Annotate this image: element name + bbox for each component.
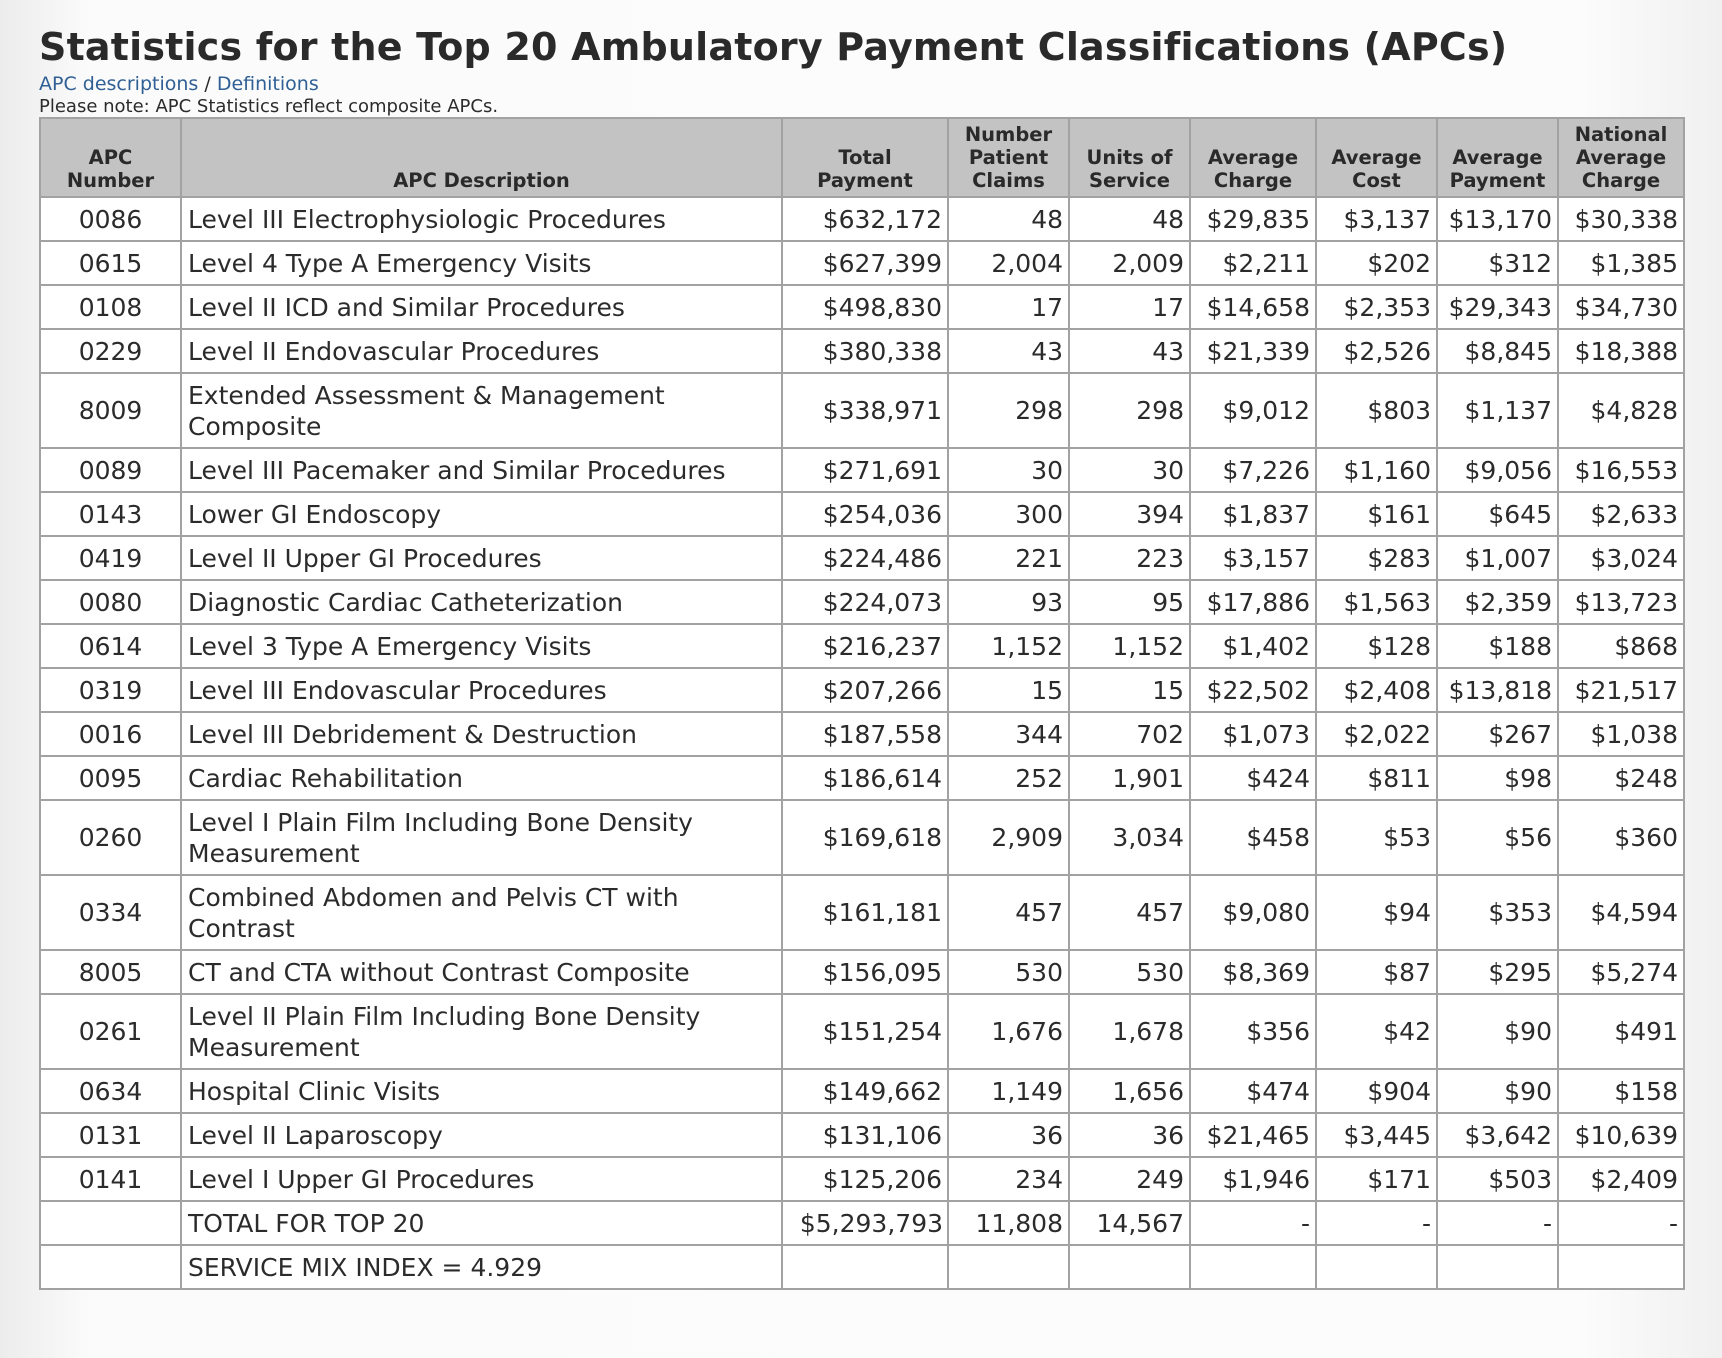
header-line: APC Description: [393, 169, 570, 192]
apc-number-cell: 0016: [40, 712, 181, 756]
header-line: National: [1574, 123, 1668, 146]
composite-note: Please note: APC Statistics reflect composite APCs.: [39, 96, 499, 117]
total-payment-cell: $271,691: [782, 448, 948, 492]
apc-number-cell: 0086: [40, 197, 181, 241]
national-average-charge-cell: $2,633: [1558, 492, 1684, 536]
patient-claims-cell: 298: [948, 373, 1069, 448]
total-payment-cell: $161,181: [782, 875, 948, 950]
apc-description-cell: Level II Endovascular Procedures: [181, 329, 782, 373]
average-cost-cell: $3,445: [1316, 1113, 1437, 1157]
patient-claims-cell: 43: [948, 329, 1069, 373]
average-cost-cell: $904: [1316, 1069, 1437, 1113]
link-separator: /: [204, 73, 211, 95]
average-charge-cell: $21,339: [1190, 329, 1316, 373]
empty-cell: [1437, 1245, 1558, 1289]
national-average-charge-cell: $868: [1558, 624, 1684, 668]
apc-description-cell: Level 4 Type A Emergency Visits: [181, 241, 782, 285]
definitions-link[interactable]: Definitions: [216, 73, 319, 95]
total-payment-cell: $338,971: [782, 373, 948, 448]
national-average-charge-cell: $158: [1558, 1069, 1684, 1113]
total-empty-cell: [40, 1201, 181, 1245]
apc-number-cell: 0095: [40, 756, 181, 800]
table-row: [40, 950, 1684, 994]
units-of-service-cell: 15: [1069, 668, 1190, 712]
average-charge-cell: $21,465: [1190, 1113, 1316, 1157]
average-payment-cell: $9,056: [1437, 448, 1558, 492]
total-payment-cell: $498,830: [782, 285, 948, 329]
national-average-charge-cell: $5,274: [1558, 950, 1684, 994]
average-payment-cell: $1,137: [1437, 373, 1558, 448]
total-payment-cell: $207,266: [782, 668, 948, 712]
patient-claims-cell: 17: [948, 285, 1069, 329]
page-container: [39, 22, 1683, 1290]
apc-number-cell: 0108: [40, 285, 181, 329]
patient-claims-header: [948, 118, 1069, 197]
national-average-charge-cell: $3,024: [1558, 536, 1684, 580]
total-row: [40, 1201, 1684, 1245]
apc-description-cell: Level I Plain Film Including Bone Density Measurement: [181, 800, 782, 875]
patient-claims-cell: 1,676: [948, 994, 1069, 1069]
patient-claims-cell: 300: [948, 492, 1069, 536]
national-average-charge-cell: $4,594: [1558, 875, 1684, 950]
average-payment-cell: $13,818: [1437, 668, 1558, 712]
apc-description-cell: Cardiac Rehabilitation: [181, 756, 782, 800]
apc-description-cell: Diagnostic Cardiac Catheterization: [181, 580, 782, 624]
apc-description-cell: Level III Endovascular Procedures: [181, 668, 782, 712]
units-of-service-header: [1069, 118, 1190, 197]
table-row: [40, 448, 1684, 492]
units-of-service-cell: 249: [1069, 1157, 1190, 1201]
apc-number-cell: 8005: [40, 950, 181, 994]
average-cost-cell: $283: [1316, 536, 1437, 580]
average-cost-cell: $2,022: [1316, 712, 1437, 756]
patient-claims-cell: 30: [948, 448, 1069, 492]
table-row: [40, 1113, 1684, 1157]
header-line: Patient: [968, 146, 1049, 169]
apc-number-cell: 0614: [40, 624, 181, 668]
apc-description-cell: CT and CTA without Contrast Composite: [181, 950, 782, 994]
national-average-charge-cell: $1,385: [1558, 241, 1684, 285]
table-row: [40, 712, 1684, 756]
apc-number-cell: 0131: [40, 1113, 181, 1157]
apc-description-cell: Level III Debridement & Destruction: [181, 712, 782, 756]
average-cost-cell: $1,563: [1316, 580, 1437, 624]
patient-claims-cell: 1,149: [948, 1069, 1069, 1113]
table-row: [40, 624, 1684, 668]
average-cost-cell: $2,353: [1316, 285, 1437, 329]
national-average-charge-cell: $30,338: [1558, 197, 1684, 241]
apc-number-cell: 0143: [40, 492, 181, 536]
table-row: [40, 756, 1684, 800]
header-line: Units of: [1086, 146, 1173, 169]
patient-claims-total: 11,808: [948, 1201, 1069, 1245]
table-row: [40, 492, 1684, 536]
total-payment-cell: $627,399: [782, 241, 948, 285]
units-of-service-cell: 17: [1069, 285, 1190, 329]
table-row: [40, 580, 1684, 624]
average-payment-cell: $56: [1437, 800, 1558, 875]
average-charge-cell: $22,502: [1190, 668, 1316, 712]
apc-number-cell: 0089: [40, 448, 181, 492]
apc-descriptions-link[interactable]: APC descriptions: [39, 73, 199, 95]
average-charge-cell: $474: [1190, 1069, 1316, 1113]
patient-claims-cell: 36: [948, 1113, 1069, 1157]
average-charge-cell: $7,226: [1190, 448, 1316, 492]
average-cost-cell: $171: [1316, 1157, 1437, 1201]
apc-description-cell: Combined Abdomen and Pelvis CT with Contrast: [181, 875, 782, 950]
average-cost-cell: $2,526: [1316, 329, 1437, 373]
units-of-service-cell: 36: [1069, 1113, 1190, 1157]
units-of-service-cell: 702: [1069, 712, 1190, 756]
patient-claims-cell: 344: [948, 712, 1069, 756]
national-average-charge-cell: $360: [1558, 800, 1684, 875]
service-mix-index-row: [40, 1245, 1684, 1289]
total-payment-total: $5,293,793: [782, 1201, 948, 1245]
apc-description-cell: Extended Assessment & Management Composite: [181, 373, 782, 448]
header-line: Average: [1452, 146, 1543, 169]
table-row: [40, 994, 1684, 1069]
header-line: APC: [88, 146, 133, 169]
apc-description-cell: Level II Laparoscopy: [181, 1113, 782, 1157]
average-payment-cell: $312: [1437, 241, 1558, 285]
units-of-service-cell: 457: [1069, 875, 1190, 950]
average-charge-cell: $1,946: [1190, 1157, 1316, 1201]
total-payment-cell: $380,338: [782, 329, 948, 373]
average-payment-cell: $2,359: [1437, 580, 1558, 624]
average-cost-cell: $53: [1316, 800, 1437, 875]
apc-description-cell: Level II Plain Film Including Bone Density Measurement: [181, 994, 782, 1069]
national-average-charge-cell: $34,730: [1558, 285, 1684, 329]
header-line: Charge: [1581, 169, 1661, 192]
average-cost-cell: $1,160: [1316, 448, 1437, 492]
header-line: Average: [1575, 146, 1667, 169]
apc-statistics-table: [39, 117, 1685, 1290]
apc-number-cell: 8009: [40, 373, 181, 448]
average-charge-cell: $1,402: [1190, 624, 1316, 668]
units-of-service-cell: 1,901: [1069, 756, 1190, 800]
average-payment-cell: $90: [1437, 1069, 1558, 1113]
average-payment-header: [1437, 118, 1558, 197]
patient-claims-cell: 221: [948, 536, 1069, 580]
total-payment-cell: $125,206: [782, 1157, 948, 1201]
total-payment-cell: $632,172: [782, 197, 948, 241]
empty-cell: [1069, 1245, 1190, 1289]
total-payment-cell: $156,095: [782, 950, 948, 994]
patient-claims-cell: 48: [948, 197, 1069, 241]
average-charge-cell: $356: [1190, 994, 1316, 1069]
average-charge-cell: $1,073: [1190, 712, 1316, 756]
average-charge-cell: $2,211: [1190, 241, 1316, 285]
average-charge-cell: $14,658: [1190, 285, 1316, 329]
header-line: Charge: [1213, 169, 1293, 192]
table-row: [40, 1069, 1684, 1113]
average-cost-total: -: [1316, 1201, 1437, 1245]
apc-number-header: [40, 118, 181, 197]
average-cost-cell: $161: [1316, 492, 1437, 536]
units-of-service-cell: 43: [1069, 329, 1190, 373]
national-average-charge-cell: $248: [1558, 756, 1684, 800]
units-of-service-cell: 2,009: [1069, 241, 1190, 285]
total-label: TOTAL FOR TOP 20: [181, 1201, 782, 1245]
average-charge-cell: $9,080: [1190, 875, 1316, 950]
patient-claims-cell: 1,152: [948, 624, 1069, 668]
average-charge-cell: $17,886: [1190, 580, 1316, 624]
table-row: [40, 536, 1684, 580]
units-of-service-cell: 530: [1069, 950, 1190, 994]
average-cost-cell: $803: [1316, 373, 1437, 448]
units-of-service-cell: 394: [1069, 492, 1190, 536]
empty-cell: [1190, 1245, 1316, 1289]
national-average-charge-cell: $10,639: [1558, 1113, 1684, 1157]
total-payment-cell: $254,036: [782, 492, 948, 536]
national-average-charge-header: [1558, 118, 1684, 197]
average-charge-cell: $29,835: [1190, 197, 1316, 241]
total-payment-cell: $216,237: [782, 624, 948, 668]
page-title: Statistics for the Top 20 Ambulatory Payment Classifications (APCs): [39, 25, 1508, 69]
apc-description-cell: Level III Electrophysiologic Procedures: [181, 197, 782, 241]
average-payment-cell: $188: [1437, 624, 1558, 668]
apc-description-cell: Lower GI Endoscopy: [181, 492, 782, 536]
units-of-service-total: 14,567: [1069, 1201, 1190, 1245]
total-payment-cell: $224,073: [782, 580, 948, 624]
average-cost-cell: $3,137: [1316, 197, 1437, 241]
average-payment-cell: $3,642: [1437, 1113, 1558, 1157]
patient-claims-cell: 530: [948, 950, 1069, 994]
patient-claims-cell: 234: [948, 1157, 1069, 1201]
average-payment-cell: $295: [1437, 950, 1558, 994]
apc-number-cell: 0419: [40, 536, 181, 580]
table-row: [40, 800, 1684, 875]
table-row: [40, 197, 1684, 241]
average-cost-cell: $811: [1316, 756, 1437, 800]
units-of-service-cell: 1,678: [1069, 994, 1190, 1069]
apc-number-cell: 0334: [40, 875, 181, 950]
total-payment-cell: $131,106: [782, 1113, 948, 1157]
patient-claims-cell: 457: [948, 875, 1069, 950]
national-average-charge-total: -: [1558, 1201, 1684, 1245]
patient-claims-cell: 2,004: [948, 241, 1069, 285]
national-average-charge-cell: $18,388: [1558, 329, 1684, 373]
average-payment-cell: $90: [1437, 994, 1558, 1069]
apc-number-cell: 0261: [40, 994, 181, 1069]
apc-description-cell: Level 3 Type A Emergency Visits: [181, 624, 782, 668]
patient-claims-cell: 252: [948, 756, 1069, 800]
apc-description-cell: Level III Pacemaker and Similar Procedures: [181, 448, 782, 492]
header-line: Payment: [1449, 169, 1546, 192]
apc-description-cell: Hospital Clinic Visits: [181, 1069, 782, 1113]
national-average-charge-cell: $491: [1558, 994, 1684, 1069]
average-charge-total: -: [1190, 1201, 1316, 1245]
header-line: Number: [964, 123, 1053, 146]
average-cost-cell: $87: [1316, 950, 1437, 994]
table-row: [40, 373, 1684, 448]
apc-number-cell: 0615: [40, 241, 181, 285]
apc-description-cell: Level II ICD and Similar Procedures: [181, 285, 782, 329]
table-row: [40, 1157, 1684, 1201]
average-cost-cell: $42: [1316, 994, 1437, 1069]
table-row: [40, 875, 1684, 950]
apc-number-cell: 0260: [40, 800, 181, 875]
empty-cell: [40, 1245, 181, 1289]
average-charge-header: [1190, 118, 1316, 197]
units-of-service-cell: 48: [1069, 197, 1190, 241]
header-line: Service: [1088, 169, 1171, 192]
units-of-service-cell: 95: [1069, 580, 1190, 624]
average-payment-cell: $267: [1437, 712, 1558, 756]
header-line: Payment: [817, 169, 913, 192]
empty-cell: [1558, 1245, 1684, 1289]
header-line: Average: [1331, 146, 1422, 169]
apc-number-cell: 0229: [40, 329, 181, 373]
empty-cell: [782, 1245, 948, 1289]
average-charge-cell: $8,369: [1190, 950, 1316, 994]
apc-number-cell: 0634: [40, 1069, 181, 1113]
header-line: Total: [838, 146, 892, 169]
average-payment-total: -: [1437, 1201, 1558, 1245]
average-charge-cell: $3,157: [1190, 536, 1316, 580]
apc-description-header: [181, 118, 782, 197]
table-row: [40, 668, 1684, 712]
national-average-charge-cell: $4,828: [1558, 373, 1684, 448]
total-payment-cell: $186,614: [782, 756, 948, 800]
national-average-charge-cell: $1,038: [1558, 712, 1684, 756]
table-row: [40, 285, 1684, 329]
table-header-row: [40, 118, 1684, 197]
patient-claims-cell: 15: [948, 668, 1069, 712]
average-payment-cell: $13,170: [1437, 197, 1558, 241]
average-cost-header: [1316, 118, 1437, 197]
national-average-charge-cell: $13,723: [1558, 580, 1684, 624]
average-payment-cell: $353: [1437, 875, 1558, 950]
average-payment-cell: $29,343: [1437, 285, 1558, 329]
units-of-service-cell: 30: [1069, 448, 1190, 492]
patient-claims-cell: 93: [948, 580, 1069, 624]
units-of-service-cell: 298: [1069, 373, 1190, 448]
average-payment-cell: $1,007: [1437, 536, 1558, 580]
units-of-service-cell: 1,656: [1069, 1069, 1190, 1113]
average-payment-cell: $503: [1437, 1157, 1558, 1201]
national-average-charge-cell: $16,553: [1558, 448, 1684, 492]
apc-number-cell: 0080: [40, 580, 181, 624]
total-payment-cell: $224,486: [782, 536, 948, 580]
header-line: Cost: [1352, 169, 1401, 192]
apc-number-cell: 0141: [40, 1157, 181, 1201]
total-payment-header: [782, 118, 948, 197]
empty-cell: [1316, 1245, 1437, 1289]
units-of-service-cell: 223: [1069, 536, 1190, 580]
average-cost-cell: $2,408: [1316, 668, 1437, 712]
table-row: [40, 241, 1684, 285]
average-payment-cell: $645: [1437, 492, 1558, 536]
units-of-service-cell: 3,034: [1069, 800, 1190, 875]
empty-cell: [948, 1245, 1069, 1289]
national-average-charge-cell: $2,409: [1558, 1157, 1684, 1201]
total-payment-cell: $149,662: [782, 1069, 948, 1113]
header-line: Claims: [972, 169, 1045, 192]
apc-number-cell: 0319: [40, 668, 181, 712]
reference-links: [39, 72, 1683, 96]
average-charge-cell: $458: [1190, 800, 1316, 875]
total-payment-cell: $169,618: [782, 800, 948, 875]
header-line: Number: [66, 169, 155, 192]
average-cost-cell: $202: [1316, 241, 1437, 285]
table-row: [40, 329, 1684, 373]
total-payment-cell: $151,254: [782, 994, 948, 1069]
apc-description-cell: Level II Upper GI Procedures: [181, 536, 782, 580]
average-cost-cell: $94: [1316, 875, 1437, 950]
average-payment-cell: $8,845: [1437, 329, 1558, 373]
units-of-service-cell: 1,152: [1069, 624, 1190, 668]
total-payment-cell: $187,558: [782, 712, 948, 756]
average-charge-cell: $9,012: [1190, 373, 1316, 448]
average-charge-cell: $1,837: [1190, 492, 1316, 536]
patient-claims-cell: 2,909: [948, 800, 1069, 875]
average-cost-cell: $128: [1316, 624, 1437, 668]
header-line: Average: [1207, 146, 1299, 169]
average-payment-cell: $98: [1437, 756, 1558, 800]
average-charge-cell: $424: [1190, 756, 1316, 800]
apc-description-cell: Level I Upper GI Procedures: [181, 1157, 782, 1201]
service-mix-index-label: SERVICE MIX INDEX = 4.929: [181, 1245, 782, 1289]
national-average-charge-cell: $21,517: [1558, 668, 1684, 712]
